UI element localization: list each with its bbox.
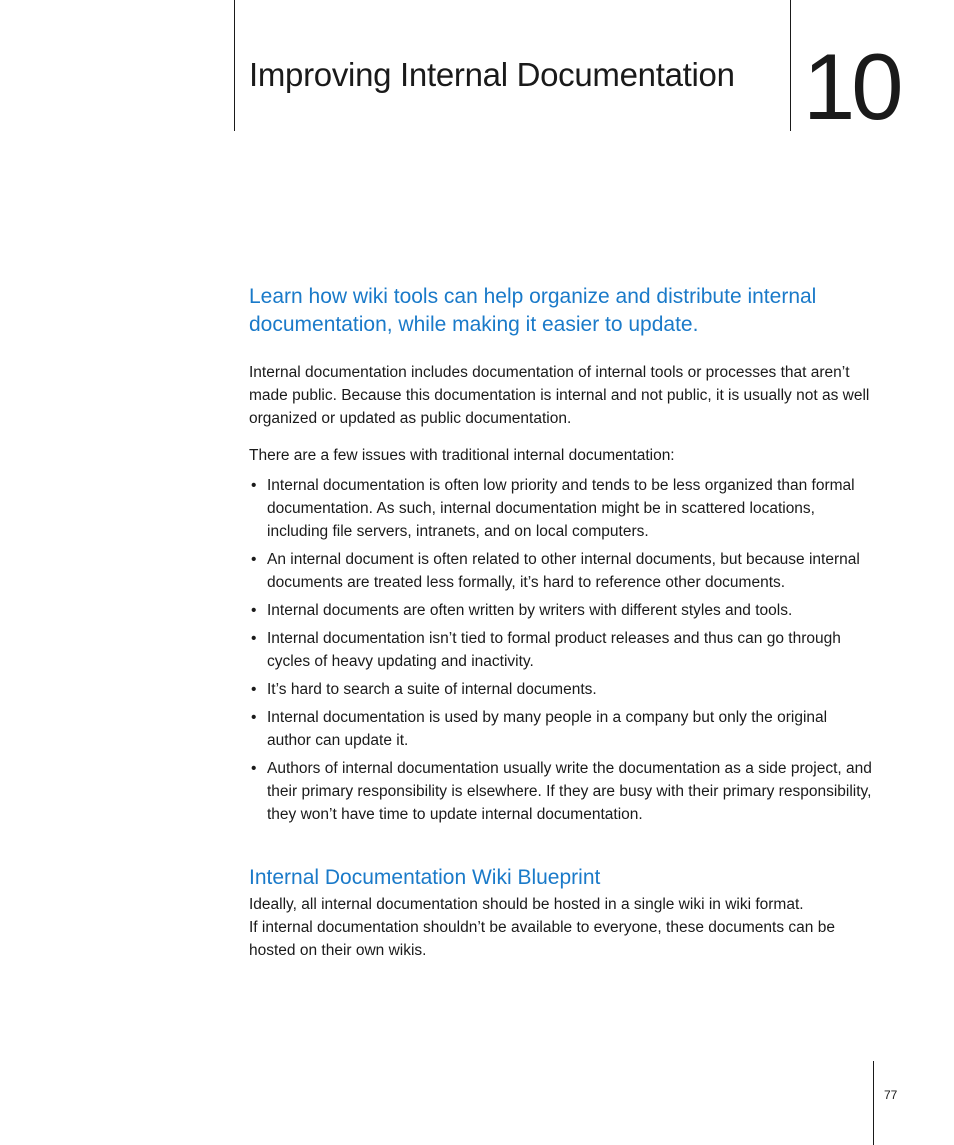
list-item — [249, 678, 875, 701]
bullet-icon: • — [251, 681, 257, 698]
list-item-text: Internal documentation is often low priority and tends to be less organized than formal documentation. As such, internal documentation might be in scattered locations, including file servers, intranets, and on local computers. — [267, 477, 855, 540]
list-item-text: Internal documents are often written by writers with different styles and tools. — [267, 602, 793, 619]
section-line: If internal documentation shouldn’t be available to everyone, these documents can be hosted on their own wikis. — [249, 919, 835, 959]
list-item-text: It’s hard to search a suite of internal documents. — [267, 681, 597, 698]
list-item — [249, 757, 875, 826]
bullet-icon: • — [251, 477, 257, 494]
list-item — [249, 706, 875, 752]
chapter-title: Improving Internal Documentation — [249, 56, 735, 93]
chapter-intro: Learn how wiki tools can help organize and distribute internal documentation, while making it easier to update. — [249, 285, 817, 336]
list-item — [249, 548, 875, 594]
bullet-icon: • — [251, 602, 257, 619]
chapter-rule-right — [790, 0, 791, 131]
list-item-text: Internal documentation is used by many people in a company but only the original author can update it. — [267, 709, 828, 749]
list-item — [249, 474, 875, 543]
body-paragraph: There are a few issues with traditional internal documentation: — [249, 447, 675, 464]
list-item — [249, 627, 875, 673]
list-item-text: Internal documentation isn’t tied to formal product releases and thus can go through cycles of heavy updating and inactivity. — [267, 630, 841, 670]
section-heading: Internal Documentation Wiki Blueprint — [249, 866, 601, 889]
list-item-text: An internal document is often related to other internal documents, but because internal documents are treated less formally, it’s hard to reference other documents. — [267, 551, 860, 591]
bullet-icon: • — [251, 630, 257, 647]
section-paragraph — [249, 893, 875, 962]
page-number: 77 — [884, 1088, 898, 1102]
issues-list — [249, 474, 875, 831]
bullet-icon: • — [251, 551, 257, 568]
list-item-text: Authors of internal documentation usually write the documentation as a side project, and their primary responsibility is elsewhere. If they are busy with their primary responsibility, they won’t have time to update internal documentation. — [267, 760, 872, 823]
folio-rule — [873, 1061, 874, 1145]
chapter-rule-left — [234, 0, 235, 131]
body-paragraph: Internal documentation includes documentation of internal tools or processes that aren’t made public. Because this documentation is internal and not public, it is usually not as well organized or updated as public documentation. — [249, 364, 870, 427]
list-item — [249, 599, 875, 622]
bullet-icon: • — [251, 709, 257, 726]
chapter-number: 10 — [803, 34, 900, 139]
bullet-icon: • — [251, 760, 257, 777]
section-line: Ideally, all internal documentation should be hosted in a single wiki in wiki format. — [249, 896, 804, 913]
